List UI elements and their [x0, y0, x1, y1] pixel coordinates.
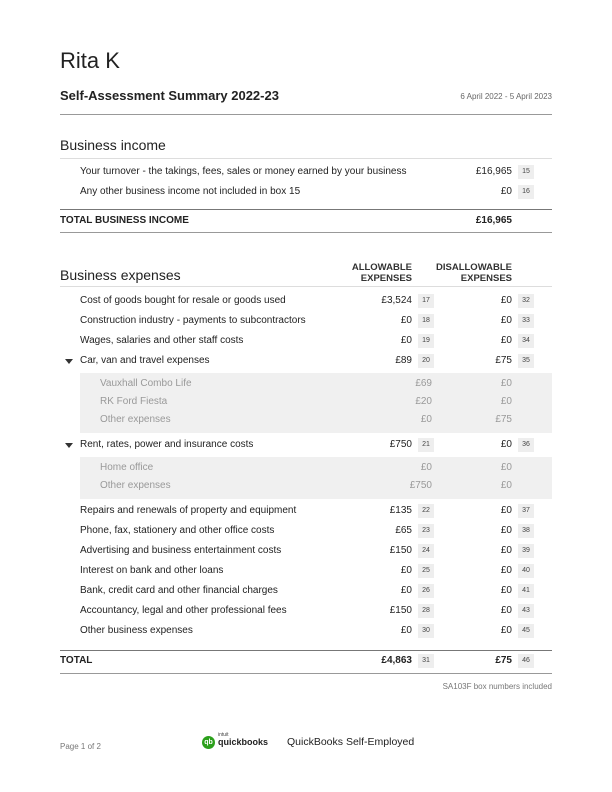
- expenses-total-row: [60, 650, 552, 672]
- disallowable-column-header: [436, 262, 512, 284]
- breakdown-disallowable: £0: [500, 462, 512, 473]
- box-number: 32: [518, 294, 534, 308]
- breakdown-label: Other expenses: [100, 414, 171, 425]
- allowable-amount: £3,524: [381, 295, 412, 306]
- box-number: 41: [518, 584, 534, 598]
- rent-expense-breakdown: [80, 457, 552, 499]
- breakdown-label: Home office: [100, 462, 154, 473]
- allowable-amount: £0: [400, 315, 412, 326]
- expenses-total-bottom-rule: [60, 673, 552, 674]
- box-number: 25: [418, 564, 434, 578]
- box-number: 26: [418, 584, 434, 598]
- income-row-amount: £16,965: [475, 166, 512, 177]
- allowable-amount: £0: [400, 335, 412, 346]
- breakdown-row: [80, 477, 552, 495]
- box-number: 46: [518, 654, 534, 668]
- breakdown-row: [80, 411, 552, 429]
- income-total-amount: £16,965: [475, 215, 512, 226]
- income-row-label: Any other business income not included in box 15: [80, 186, 301, 197]
- breakdown-disallowable: £75: [495, 414, 512, 425]
- breakdown-row: [80, 459, 552, 477]
- disallowable-amount: £0: [500, 585, 512, 596]
- disallowable-amount: £0: [500, 335, 512, 346]
- box-number: 37: [518, 504, 534, 518]
- expense-row-label: Rent, rates, power and insurance costs: [80, 439, 254, 450]
- product-name: QuickBooks Self-Employed: [287, 736, 415, 748]
- intuit-label: intuit: [218, 732, 229, 738]
- expense-row-label: Repairs and renewals of property and equipment: [80, 505, 297, 516]
- box-number: 45: [518, 624, 534, 638]
- breakdown-row: [80, 393, 552, 411]
- box-number: 36: [518, 438, 534, 452]
- box-number: 19: [418, 334, 434, 348]
- allowable-amount: £0: [400, 625, 412, 636]
- breakdown-row: [80, 375, 552, 393]
- disallowable-amount: £0: [500, 565, 512, 576]
- allowable-amount: £150: [389, 605, 412, 616]
- income-section-divider: [60, 158, 552, 159]
- box-numbers-note: SA103F box numbers included: [442, 682, 552, 691]
- allowable-header-line1: ALLOWABLE: [351, 262, 412, 273]
- allowable-amount: £135: [389, 505, 412, 516]
- box-number: 23: [418, 524, 434, 538]
- disallowable-amount: £0: [500, 505, 512, 516]
- expense-row-rent-rates[interactable]: [60, 435, 552, 455]
- expense-row-label: Car, van and travel expenses: [80, 355, 210, 366]
- income-total-bottom-rule: [60, 232, 552, 233]
- box-number: 38: [518, 524, 534, 538]
- disallowable-amount: £0: [500, 315, 512, 326]
- allowable-amount: £750: [389, 439, 412, 450]
- box-number: 21: [418, 438, 434, 452]
- quickbooks-wordmark: [218, 732, 269, 747]
- box-number: 15: [518, 165, 534, 179]
- expense-row-label: Accountancy, legal and other professional fees: [80, 605, 287, 616]
- income-row: [60, 182, 552, 202]
- allowable-amount: £89: [395, 355, 412, 366]
- allowable-amount: £150: [389, 545, 412, 556]
- income-section-title: Business income: [60, 137, 166, 153]
- car-expense-breakdown: [80, 373, 552, 433]
- income-total-row: [60, 210, 552, 232]
- quickbooks-logo: [202, 734, 268, 750]
- expenses-section-divider: [60, 286, 552, 287]
- box-number: 43: [518, 604, 534, 618]
- disallowable-amount: £0: [500, 295, 512, 306]
- breakdown-label: Vauxhall Combo Life: [100, 378, 192, 389]
- box-number: 17: [418, 294, 434, 308]
- box-number: 16: [518, 185, 534, 199]
- header-divider: [60, 114, 552, 115]
- expand-caret-icon[interactable]: [65, 443, 73, 448]
- allowable-amount: £0: [400, 565, 412, 576]
- breakdown-disallowable: £0: [500, 378, 512, 389]
- allowable-header-line2: EXPENSES: [360, 273, 412, 284]
- expense-row-label: Wages, salaries and other staff costs: [80, 335, 244, 346]
- income-row-label: Your turnover - the takings, fees, sales or money earned by your business: [80, 166, 407, 177]
- box-number: 24: [418, 544, 434, 558]
- disallowable-amount: £0: [500, 625, 512, 636]
- expense-row: [60, 521, 552, 541]
- expense-row-label: Cost of goods bought for resale or goods used: [80, 295, 286, 306]
- expense-row-label: Interest on bank and other loans: [80, 565, 224, 576]
- breakdown-allowable: £69: [415, 378, 432, 389]
- breakdown-disallowable: £0: [500, 396, 512, 407]
- expense-row-label: Phone, fax, stationery and other office costs: [80, 525, 275, 536]
- box-number: 31: [418, 654, 434, 668]
- breakdown-allowable: £20: [415, 396, 432, 407]
- expense-row-label: Construction industry - payments to subcontractors: [80, 315, 306, 326]
- date-range: 6 April 2022 - 5 April 2023: [460, 92, 552, 101]
- disallowable-header-line2: EXPENSES: [460, 273, 512, 284]
- expense-row-label: Bank, credit card and other financial charges: [80, 585, 278, 596]
- expenses-section-title: Business expenses: [60, 267, 181, 283]
- disallowable-amount: £0: [500, 605, 512, 616]
- total-allowable-amount: £4,863: [381, 655, 412, 666]
- page-number: Page 1 of 2: [60, 742, 101, 751]
- breakdown-allowable: £0: [420, 462, 432, 473]
- disallowable-amount: £0: [500, 545, 512, 556]
- expand-caret-icon[interactable]: [65, 359, 73, 364]
- box-number: 30: [418, 624, 434, 638]
- total-disallowable-amount: £75: [495, 655, 512, 666]
- expense-row: [60, 621, 552, 641]
- disallowable-amount: £75: [495, 355, 512, 366]
- box-number: 22: [418, 504, 434, 518]
- breakdown-label: RK Ford Fiesta: [100, 396, 168, 407]
- income-total-label: TOTAL BUSINESS INCOME: [60, 215, 189, 226]
- expense-row-label: Advertising and business entertainment costs: [80, 545, 282, 556]
- breakdown-allowable: £0: [420, 414, 432, 425]
- disallowable-amount: £0: [500, 525, 512, 536]
- box-number: 28: [418, 604, 434, 618]
- box-number: 18: [418, 314, 434, 328]
- allowable-amount: £0: [400, 585, 412, 596]
- quickbooks-logo-icon: qb: [202, 736, 215, 749]
- box-number: 20: [418, 354, 434, 368]
- expenses-total-label: TOTAL: [60, 655, 93, 666]
- expense-row: [60, 541, 552, 561]
- expense-row: [60, 581, 552, 601]
- box-number: 35: [518, 354, 534, 368]
- breakdown-disallowable: £0: [500, 480, 512, 491]
- expense-row: [60, 501, 552, 521]
- expense-row: [60, 601, 552, 621]
- expense-row-label: Other business expenses: [80, 625, 193, 636]
- summary-page: [60, 0, 552, 792]
- expense-row: [60, 311, 552, 331]
- box-number: 39: [518, 544, 534, 558]
- summary-title: Self-Assessment Summary 2022-23: [60, 88, 279, 103]
- expense-row: [60, 331, 552, 351]
- expense-row: [60, 291, 552, 311]
- breakdown-label: Other expenses: [100, 480, 171, 491]
- income-row: [60, 162, 552, 182]
- breakdown-allowable: £750: [409, 480, 432, 491]
- disallowable-amount: £0: [500, 439, 512, 450]
- expense-row: [60, 561, 552, 581]
- client-name: Rita K: [60, 48, 120, 73]
- allowable-column-header: [352, 262, 412, 284]
- box-number: 34: [518, 334, 534, 348]
- expense-row-car-van-travel[interactable]: [60, 351, 552, 371]
- income-row-amount: £0: [500, 186, 512, 197]
- disallowable-header-line1: DISALLOWABLE: [436, 262, 512, 273]
- allowable-amount: £65: [395, 525, 412, 536]
- box-number: 40: [518, 564, 534, 578]
- box-number: 33: [518, 314, 534, 328]
- quickbooks-label: quickbooks: [218, 737, 269, 747]
